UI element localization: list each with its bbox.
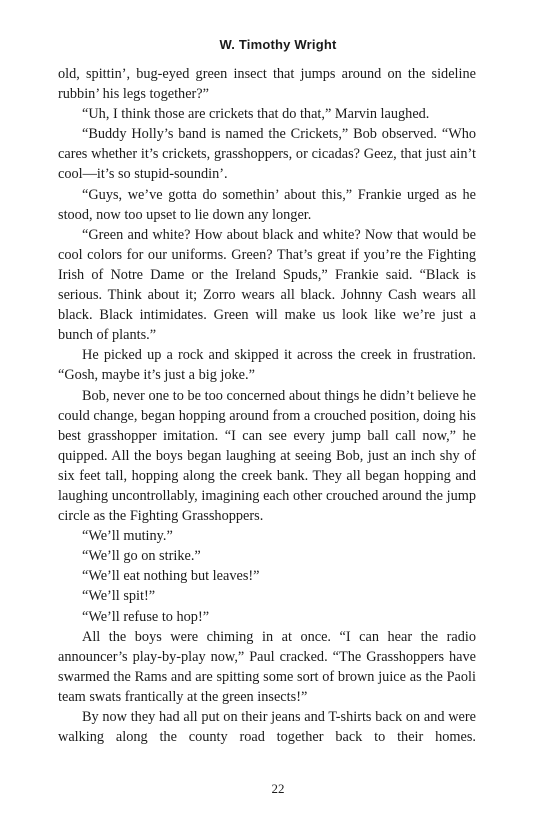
page-number: 22 — [271, 781, 285, 796]
dialogue-line: “We’ll mutiny.” — [82, 528, 173, 545]
dialogue-line: “We’ll spit!” — [82, 588, 156, 605]
running-head-author: W. Timothy Wright — [219, 37, 337, 52]
dialogue-line: “We’ll eat nothing but leaves!” — [82, 568, 260, 585]
paragraph: All the boys were chiming in at once. “I can hear the radio announcer’s play-by-play now,” Paul cracked. “The Grasshoppers have swarmed the Rams and are spitting some sort of brown juice as the Paoli team swats frantically at the green insects!” — [58, 628, 476, 705]
body-text — [58, 64, 476, 747]
paragraph: “Guys, we’ve gotta do somethin’ about this,” Frankie urged as he stood, now too upset to lie down any longer. — [58, 186, 476, 223]
paragraph: “Uh, I think those are crickets that do that,” Marvin laughed. — [82, 106, 430, 123]
paragraph: He picked up a rock and skipped it across the creek in frustration. “Gosh, maybe it’s just a big joke.” — [58, 347, 476, 384]
dialogue-line: “We’ll go on strike.” — [82, 548, 201, 565]
paragraph: “Buddy Holly’s band is named the Crickets,” Bob observed. “Who cares whether it’s crickets, grasshoppers, or cicadas? Geez, that just ain’t cool—it’s so stupid-soundin’. — [58, 126, 476, 183]
paragraph: “Green and white? How about black and white? Now that would be cool colors for our uniforms. Green? That’s great if you’re the Fighting Irish of Notre Dame or the Ireland Spuds,” Frankie said. “Black is serious. Think about it; Zorro wears all black. Johnny Cash wears all black. Black intimidates. Green will make us look like we’re just a bunch of plants.” — [58, 226, 476, 344]
paragraph-continued: old, spittin’, bug-eyed green insect that jumps around on the sideline rubbin’ his legs together?” — [58, 66, 476, 103]
paragraph-runs-over: By now they had all put on their jeans and T-shirts back on and were walking along the county road together back to their homes. — [58, 709, 476, 746]
dialogue-line: “We’ll refuse to hop!” — [82, 608, 210, 625]
paragraph: Bob, never one to be too concerned about things he didn’t believe he could change, began hopping around from a crouched position, doing his best grasshopper imitation. “I can see every jump ball call now,” he quipped. All the boys began laughing at seeing Bob, just an inch shy of six feet tall, hopping along the creek bank. They all began hopping and laughing uncontrollably, imagining each other crouched around the jump circle as the Fighting Grasshoppers. — [58, 387, 476, 525]
